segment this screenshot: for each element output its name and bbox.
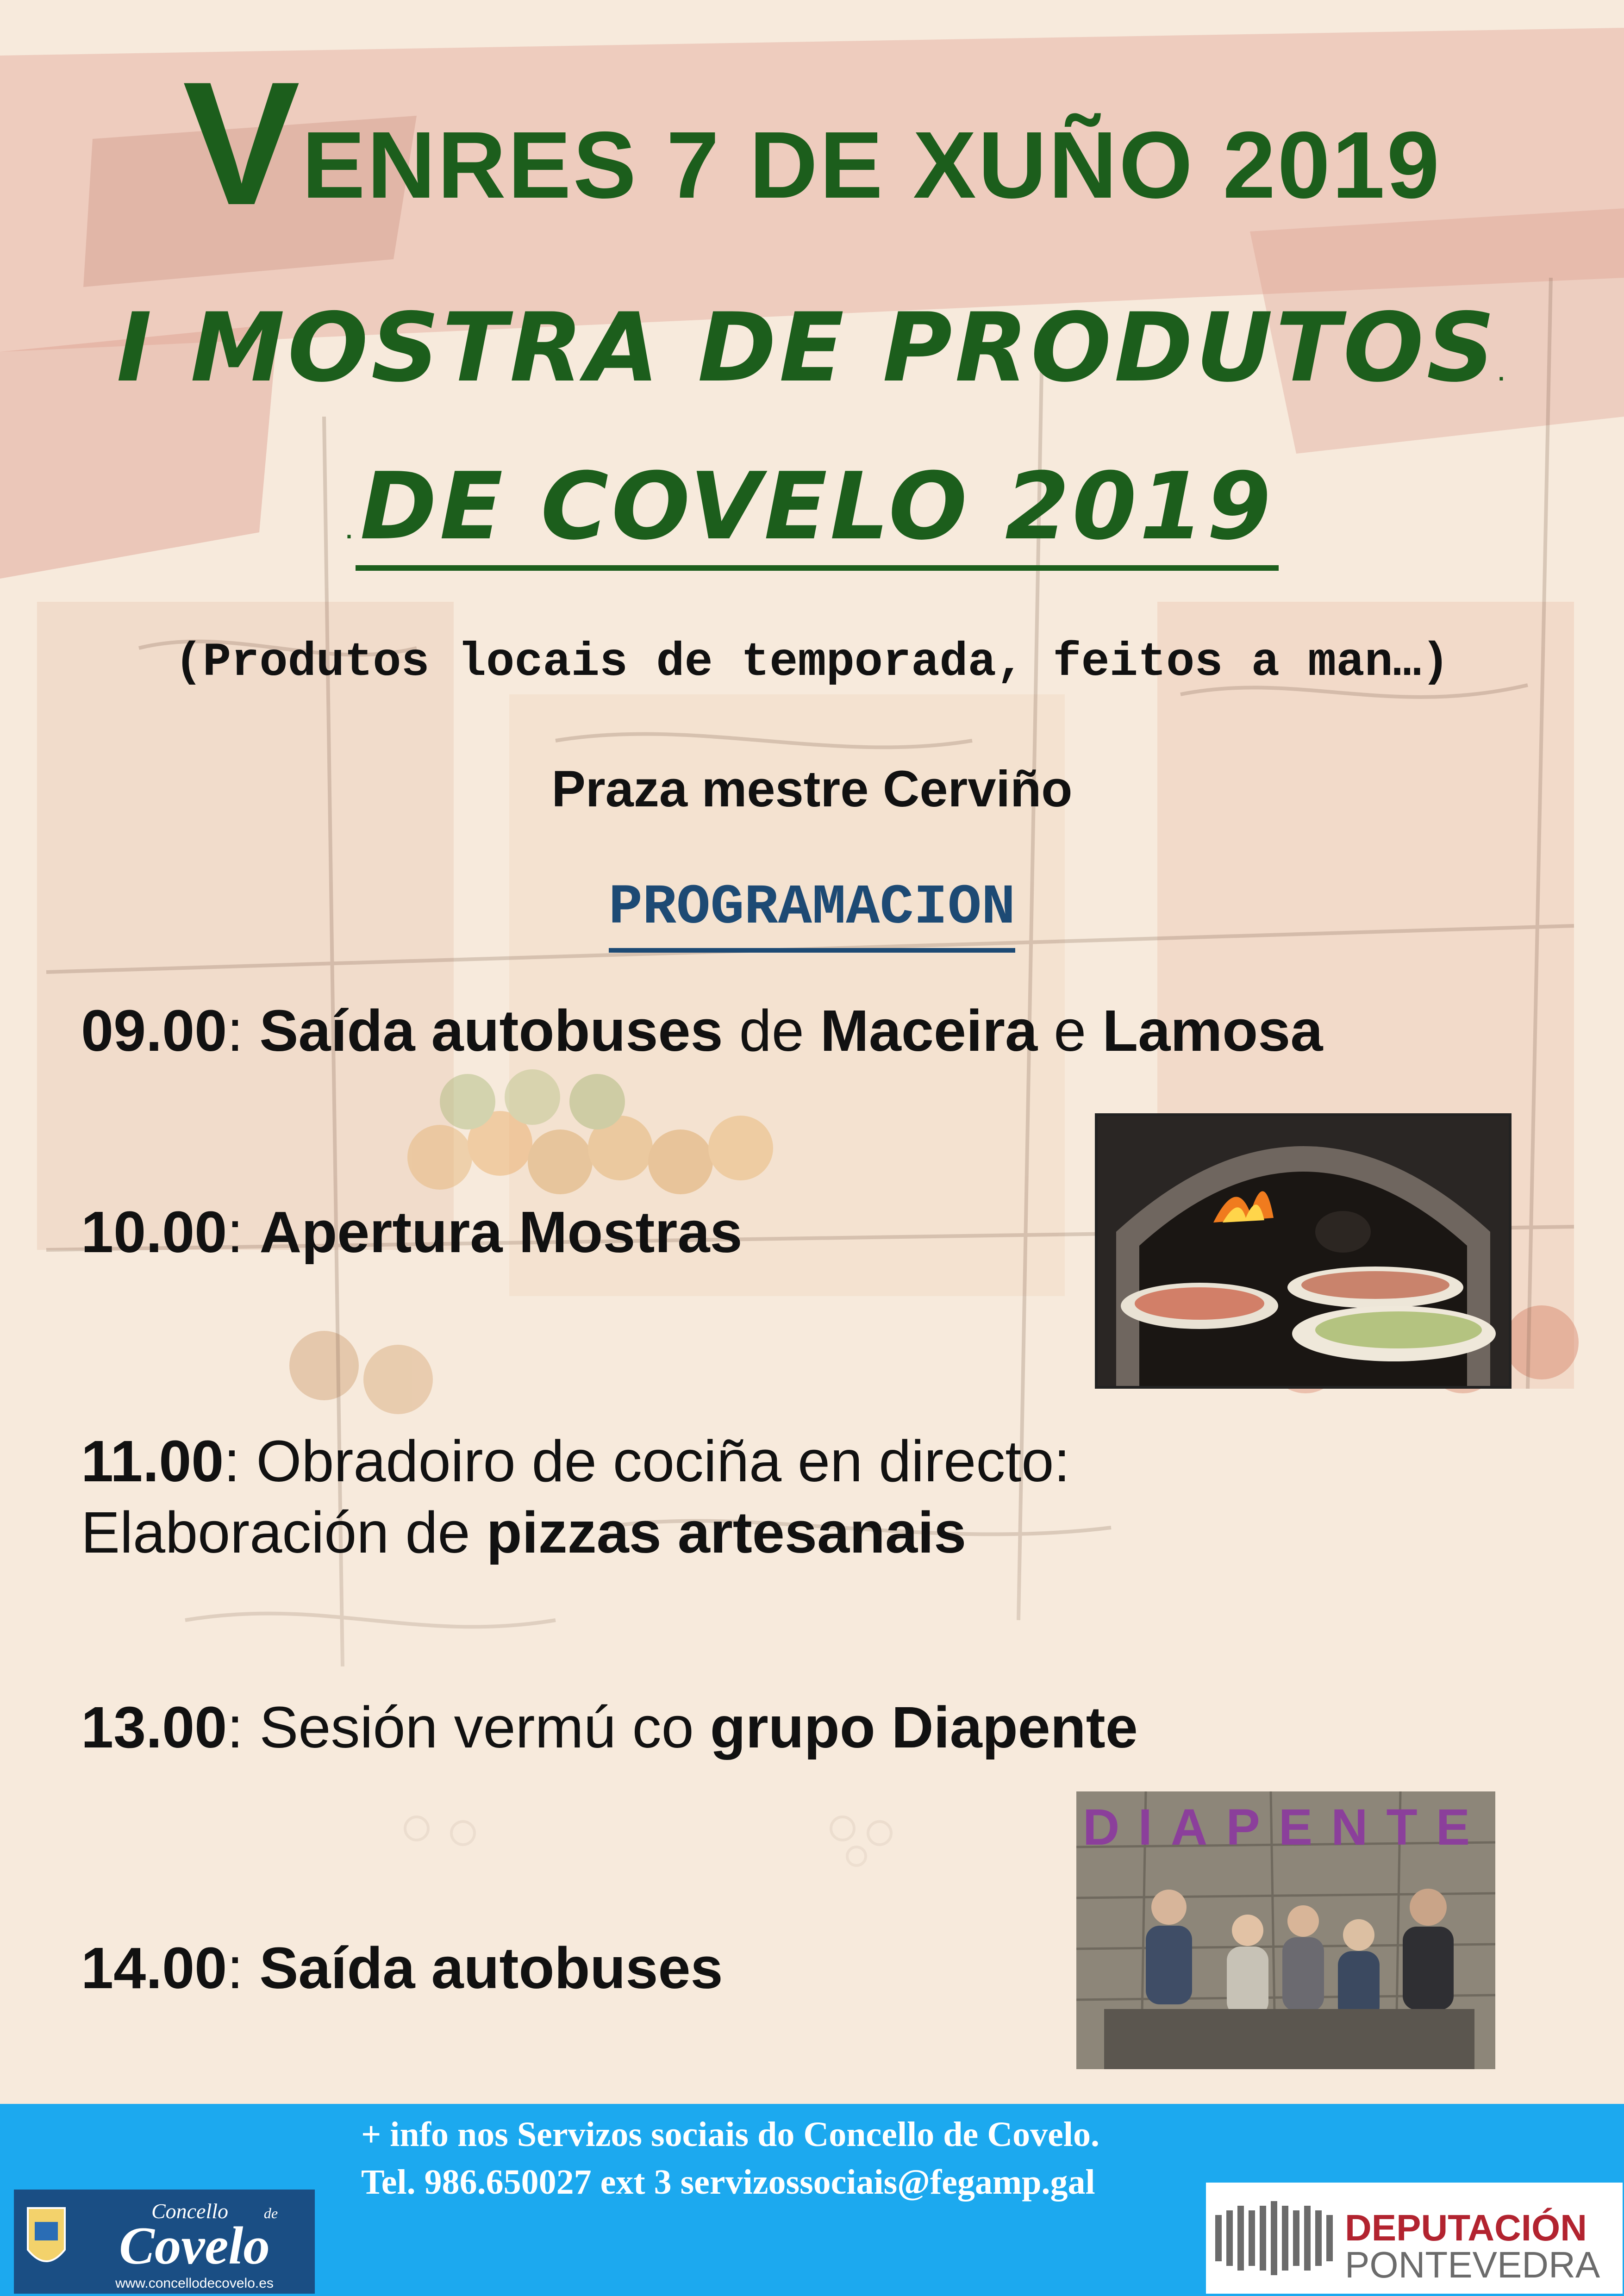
footer-contact-line: Tel. 986.650027 ext 3 servizossociais@fegamp.gal xyxy=(361,2162,1095,2202)
footer-info xyxy=(361,2111,1099,2206)
schedule-text: e xyxy=(1037,998,1103,1063)
schedule-time: 14.00 xyxy=(81,1935,227,2001)
schedule-line xyxy=(81,1197,743,1268)
schedule-separator: : xyxy=(227,1935,260,2001)
schedule-text: Saída autobuses xyxy=(259,998,723,1063)
schedule-time: 13.00 xyxy=(81,1695,227,1760)
covelo-logo-graphic xyxy=(14,2190,315,2294)
schedule-item xyxy=(81,1426,1070,1568)
concello-covelo-logo xyxy=(14,2190,315,2294)
schedule-line xyxy=(81,1426,1070,1497)
schedule-text: grupo Diapente xyxy=(710,1695,1138,1760)
logo-covelo: Covelo xyxy=(119,2216,270,2275)
schedule-line xyxy=(81,1497,1070,1568)
schedule-separator: : xyxy=(227,998,260,1063)
band-photo-title: DIAPENTE xyxy=(1082,1799,1489,1856)
schedule-separator: : xyxy=(224,1429,256,1494)
schedule-line xyxy=(81,1933,723,2004)
schedule-time: 11.00 xyxy=(81,1429,224,1494)
schedule-text: Lamosa xyxy=(1102,998,1323,1063)
title-line1-text: I MOSTRA DE PRODUTOS xyxy=(116,293,1498,403)
schedule-separator: : xyxy=(227,1695,260,1760)
schedule-text: Maceira xyxy=(820,998,1038,1063)
schedule-item xyxy=(81,995,1323,1067)
pizza-oven-photo xyxy=(1095,1113,1512,1389)
logo-url: www.concellodecovelo.es xyxy=(115,2276,274,2291)
schedule-time: 10.00 xyxy=(81,1199,227,1265)
schedule-text: Saída autobuses xyxy=(259,1935,723,2001)
schedule-text: Elaboración de xyxy=(81,1499,487,1565)
band-image xyxy=(1076,1791,1495,2069)
deputacion-pontevedra-logo xyxy=(1206,2183,1623,2294)
logo-de: de xyxy=(263,2205,278,2221)
schedule-item xyxy=(81,1197,743,1268)
event-place: Praza mestre Cerviño xyxy=(551,761,1073,817)
program-heading-text: PROGRAMACION xyxy=(609,875,1016,953)
logo-deputacion: DEPUTACIÓN xyxy=(1345,2207,1587,2248)
schedule-text: Obradoiro de cociña en directo: xyxy=(256,1429,1070,1494)
schedule-item xyxy=(81,1692,1138,1763)
schedule-item xyxy=(81,1933,723,2004)
date-rest: ENRES 7 DE XUÑO 2019 xyxy=(302,112,1442,218)
schedule-text: pizzas artesanais xyxy=(486,1499,967,1565)
logo-pontevedra: PONTEVEDRA xyxy=(1345,2244,1600,2285)
title-line1-mark: . xyxy=(1498,364,1508,385)
schedule-text: Apertura Mostras xyxy=(259,1199,743,1265)
schedule-text: Sesión vermú co xyxy=(259,1695,710,1760)
diapente-band-photo xyxy=(1076,1791,1495,2069)
date-initial: V xyxy=(182,45,302,242)
footer-info-line1: + info nos Servizos sociais do Concello de Covelo. xyxy=(361,2115,1099,2154)
schedule-separator: : xyxy=(227,1199,260,1265)
deputacion-logo-graphic xyxy=(1206,2183,1623,2294)
pizza-oven-image xyxy=(1098,1116,1509,1386)
schedule-line xyxy=(81,1692,1138,1763)
event-subtitle: (Produtos locais de temporada, feitos a man…) xyxy=(174,636,1450,689)
title-line2-text: DE COVELO 2019 xyxy=(356,453,1279,571)
title-line2-mark: . xyxy=(345,522,356,543)
schedule-line xyxy=(81,995,1323,1067)
logo-concello: Concello xyxy=(151,2199,229,2223)
schedule-time: 09.00 xyxy=(81,998,227,1063)
schedule-text: de xyxy=(723,998,820,1063)
